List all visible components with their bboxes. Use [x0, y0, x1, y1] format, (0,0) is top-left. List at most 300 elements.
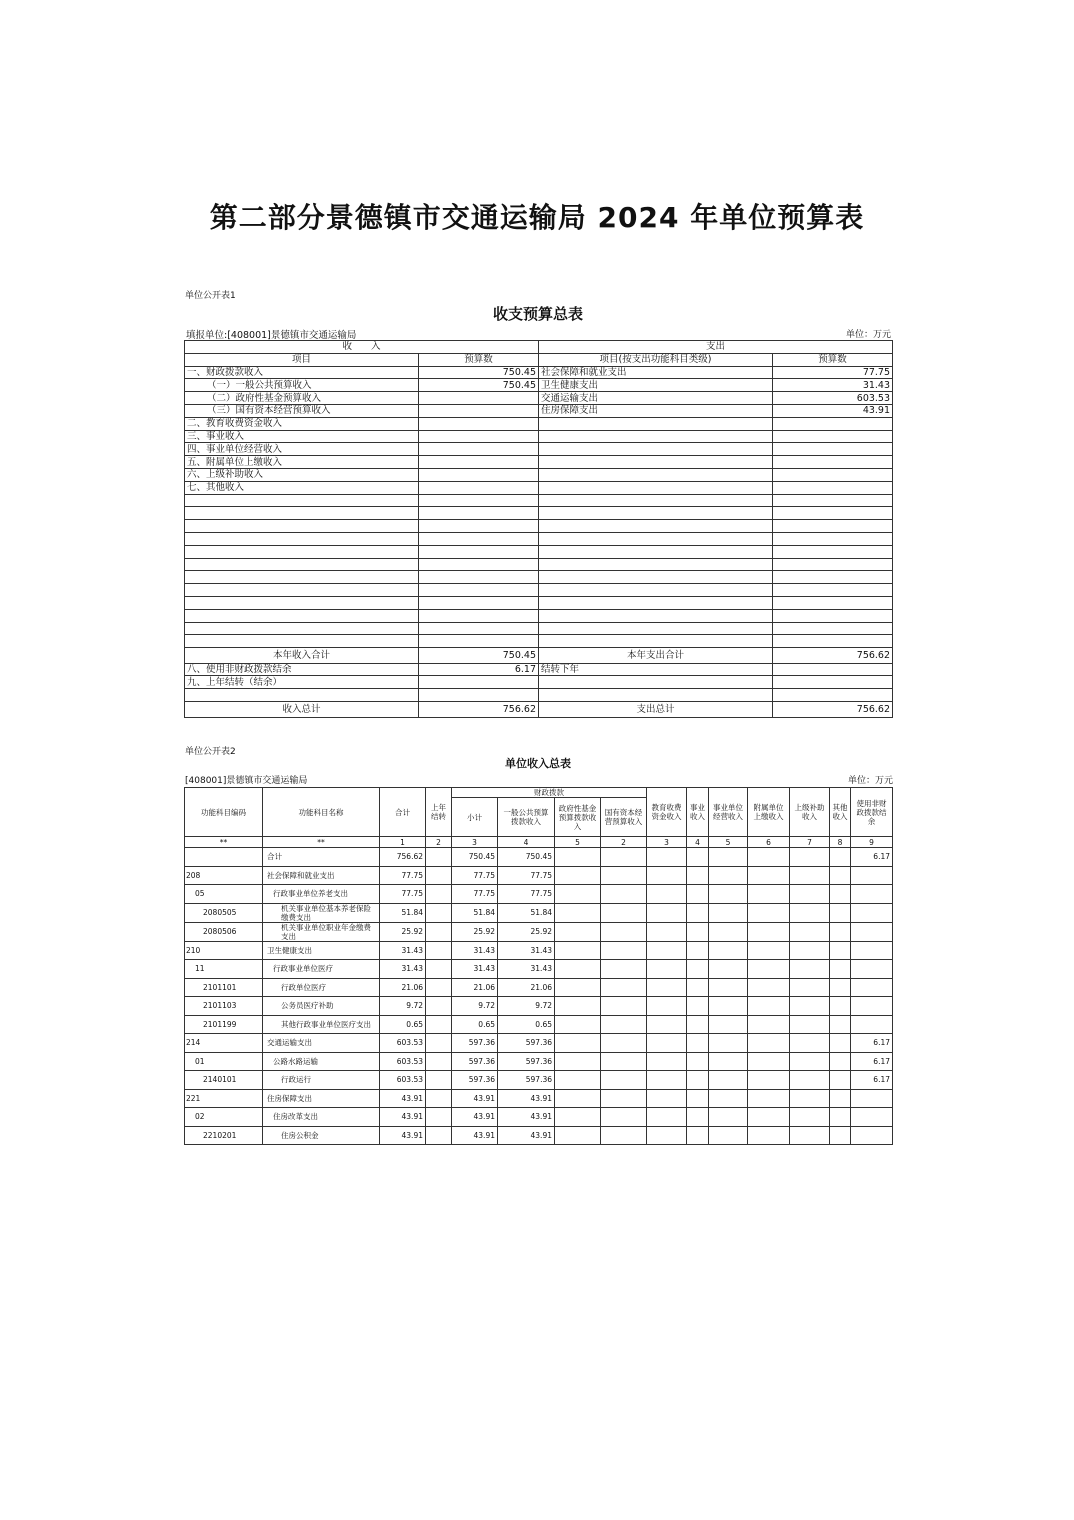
prev-carry-value: [426, 1071, 452, 1090]
function-name: 公路水路运输: [263, 1052, 380, 1071]
table-row: [185, 1015, 893, 1034]
expense-value: 43.91: [773, 404, 893, 417]
total-income-label: 本年收入合计: [185, 648, 419, 664]
fiscal-subtotal-value: 9.72: [452, 997, 498, 1016]
index-cell: 8: [830, 837, 851, 848]
grand-income-label: 收入总计: [185, 702, 419, 718]
gov-fund-value: [555, 1015, 601, 1034]
budget-row: [185, 584, 893, 597]
budget-row: [185, 468, 893, 481]
gov-fund-value: [555, 922, 601, 941]
function-code: 05: [185, 885, 263, 904]
table-row: [185, 978, 893, 997]
budget-summary-table: [184, 340, 893, 718]
income-item: [185, 532, 419, 545]
state-capital-value: [601, 1052, 647, 1071]
index-cell: 5: [709, 837, 748, 848]
function-code: 01: [185, 1052, 263, 1071]
career-biz-value: [709, 941, 748, 960]
career-income-value: [687, 1052, 709, 1071]
gov-fund-value: [555, 1052, 601, 1071]
gov-fund-value: [555, 866, 601, 885]
other-income-value: [830, 978, 851, 997]
function-name: 其他行政事业单位医疗支出: [263, 1015, 380, 1034]
fiscal-subtotal-value: 77.75: [452, 885, 498, 904]
function-name: 社会保障和就业支出: [263, 866, 380, 885]
other-income-value: [830, 922, 851, 941]
function-name: 行政事业单位医疗: [263, 960, 380, 979]
fiscal-subtotal-value: 31.43: [452, 960, 498, 979]
affiliated-value: [748, 978, 790, 997]
table-row: [185, 885, 893, 904]
table1-unit: 单位：万元: [846, 330, 892, 340]
expense-header: 支出: [539, 341, 893, 354]
function-code: 214: [185, 1034, 263, 1053]
affiliated-value: [748, 922, 790, 941]
other-income-value: [830, 1071, 851, 1090]
income-value: [419, 545, 539, 558]
state-capital-value: [601, 1108, 647, 1127]
index-cell: 2: [426, 837, 452, 848]
income-item: （一）一般公共预算收入: [185, 379, 419, 392]
income-value: [419, 609, 539, 622]
function-name: 住房公积金: [263, 1126, 380, 1145]
income-item: [185, 596, 419, 609]
state-capital-value: [601, 922, 647, 941]
total-value: 43.91: [380, 1108, 426, 1127]
general-budget-value: 597.36: [498, 1034, 555, 1053]
income-item: [185, 584, 419, 597]
index-cell: **: [263, 837, 380, 848]
affiliated-value: [748, 1052, 790, 1071]
income-item: 六、上级补助收入: [185, 468, 419, 481]
gov-fund-value: [555, 1126, 601, 1145]
function-code: 2101101: [185, 978, 263, 997]
career-income-value: [687, 885, 709, 904]
edu-fee-value: [647, 866, 687, 885]
career-income-value: [687, 1015, 709, 1034]
superior-subsidy-value: [790, 1052, 830, 1071]
career-biz-value: [709, 866, 748, 885]
career-income-value: [687, 960, 709, 979]
general-budget-value: 31.43: [498, 960, 555, 979]
expense-item: [539, 609, 773, 622]
function-code: 2140101: [185, 1071, 263, 1090]
expense-value: [773, 622, 893, 635]
superior-subsidy-value: [790, 1034, 830, 1053]
affiliated-value: [748, 960, 790, 979]
table1-title: 收支预算总表: [492, 305, 583, 323]
career-biz-value: [709, 1052, 748, 1071]
general-budget-value: 51.84: [498, 903, 555, 922]
fiscal-subtotal-value: 0.65: [452, 1015, 498, 1034]
fiscal-subtotal-value: 750.45: [452, 848, 498, 867]
career-income-value: [687, 1071, 709, 1090]
expense-value: [773, 468, 893, 481]
edu-fee-value: [647, 1126, 687, 1145]
income-item: [185, 609, 419, 622]
superior-subsidy-value: [790, 866, 830, 885]
affiliated-value: [748, 1126, 790, 1145]
budget-row: [185, 520, 893, 533]
income-item: 二、教育收费资金收入: [185, 417, 419, 430]
table2-title: 单位收入总表: [505, 757, 571, 770]
income-item: 五、附属单位上缴收入: [185, 456, 419, 469]
fiscal-subtotal-value: 31.43: [452, 941, 498, 960]
budget-row: [185, 494, 893, 507]
nonfiscal-balance-value: [851, 1108, 893, 1127]
prev-carry-value: [426, 922, 452, 941]
income-value: [419, 558, 539, 571]
function-code: 210: [185, 941, 263, 960]
income-value: [419, 520, 539, 533]
budget-row: [185, 545, 893, 558]
expense-value: [773, 494, 893, 507]
index-cell: 3: [647, 837, 687, 848]
income-value: [419, 571, 539, 584]
index-cell: 5: [555, 837, 601, 848]
career-income-value: [687, 903, 709, 922]
general-budget-value: 750.45: [498, 848, 555, 867]
total-value: 756.62: [380, 848, 426, 867]
income-value: [419, 443, 539, 456]
grand-expense-label: 支出总计: [539, 702, 773, 718]
budget-row: [185, 379, 893, 392]
h-other: 其他收入: [830, 788, 851, 837]
table-row: [185, 997, 893, 1016]
affiliated-value: [748, 885, 790, 904]
general-budget-value: 597.36: [498, 1052, 555, 1071]
income-item: 三、事业收入: [185, 430, 419, 443]
total-value: 603.53: [380, 1071, 426, 1090]
general-budget-value: 43.91: [498, 1108, 555, 1127]
career-income-value: [687, 1126, 709, 1145]
carry-forward-value: [773, 663, 893, 676]
table-row: [185, 1052, 893, 1071]
nonfiscal-balance-value: 6.17: [419, 663, 539, 676]
total-value: 31.43: [380, 960, 426, 979]
income-value: 750.45: [419, 379, 539, 392]
function-code: 208: [185, 866, 263, 885]
expense-item: [539, 520, 773, 533]
budget-row: [185, 622, 893, 635]
function-code: 2101199: [185, 1015, 263, 1034]
total-value: 31.43: [380, 941, 426, 960]
career-income-value: [687, 1089, 709, 1108]
expense-value: 77.75: [773, 366, 893, 379]
budget-row: [185, 635, 893, 648]
budget-row: [185, 507, 893, 520]
function-name: 行政运行: [263, 1071, 380, 1090]
income-value: 750.45: [419, 366, 539, 379]
h-gov-fund: 政府性基金预算拨款收入: [555, 798, 601, 837]
income-item: 四、事业单位经营收入: [185, 443, 419, 456]
expense-item: [539, 622, 773, 635]
expense-item: [539, 443, 773, 456]
nonfiscal-balance-value: 6.17: [851, 848, 893, 867]
expense-value: [773, 635, 893, 648]
total-expense-value: 756.62: [773, 648, 893, 664]
grand-expense-value: 756.62: [773, 702, 893, 718]
function-name: 卫生健康支出: [263, 941, 380, 960]
income-item: （三）国有资本经营预算收入: [185, 404, 419, 417]
expense-item: [539, 468, 773, 481]
state-capital-value: [601, 848, 647, 867]
total-value: 0.65: [380, 1015, 426, 1034]
prev-carry-value: [426, 1108, 452, 1127]
general-budget-value: 9.72: [498, 997, 555, 1016]
gov-fund-value: [555, 903, 601, 922]
function-name: 机关事业单位基本养老保险缴费支出: [263, 903, 380, 922]
nonfiscal-balance-value: [851, 1126, 893, 1145]
superior-subsidy-value: [790, 885, 830, 904]
career-biz-value: [709, 978, 748, 997]
nonfiscal-balance-value: [851, 960, 893, 979]
edu-fee-value: [647, 978, 687, 997]
superior-subsidy-value: [790, 1108, 830, 1127]
affiliated-value: [748, 866, 790, 885]
carry-forward-label: 结转下年: [539, 663, 773, 676]
table2-tag: 单位公开表2: [185, 747, 236, 757]
function-code: 221: [185, 1089, 263, 1108]
income-item: 七、其他收入: [185, 481, 419, 494]
function-name: 机关事业单位职业年金缴费支出: [263, 922, 380, 941]
index-cell: 7: [790, 837, 830, 848]
total-value: 43.91: [380, 1126, 426, 1145]
total-value: 77.75: [380, 885, 426, 904]
career-biz-value: [709, 1034, 748, 1053]
function-name: 交通运输支出: [263, 1034, 380, 1053]
gov-fund-value: [555, 1108, 601, 1127]
other-income-value: [830, 960, 851, 979]
state-capital-value: [601, 941, 647, 960]
budget-row: [185, 532, 893, 545]
prev-carry-value: [426, 848, 452, 867]
index-cell: 3: [452, 837, 498, 848]
general-budget-value: 31.43: [498, 941, 555, 960]
table2-unit: 单位：万元: [848, 776, 894, 786]
expense-value: [773, 520, 893, 533]
career-biz-value: [709, 922, 748, 941]
edu-fee-value: [647, 1071, 687, 1090]
state-capital-value: [601, 960, 647, 979]
budget-row: [185, 558, 893, 571]
function-code: 02: [185, 1108, 263, 1127]
fiscal-subtotal-value: 51.84: [452, 903, 498, 922]
prev-carry-value: [426, 885, 452, 904]
index-cell: **: [185, 837, 263, 848]
fiscal-subtotal-value: 43.91: [452, 1108, 498, 1127]
expense-item: [539, 635, 773, 648]
career-biz-value: [709, 1126, 748, 1145]
superior-subsidy-value: [790, 1071, 830, 1090]
other-income-value: [830, 885, 851, 904]
nonfiscal-balance-value: [851, 997, 893, 1016]
general-budget-value: 597.36: [498, 1071, 555, 1090]
state-capital-value: [601, 1089, 647, 1108]
income-item: [185, 507, 419, 520]
nonfiscal-balance-value: [851, 922, 893, 941]
other-income-value: [830, 1126, 851, 1145]
career-biz-value: [709, 903, 748, 922]
general-budget-value: 77.75: [498, 866, 555, 885]
function-name: 行政单位医疗: [263, 978, 380, 997]
page-title: 第二部分景德镇市交通运输局 2024 年单位预算表: [209, 201, 865, 234]
prev-carry-value: [426, 997, 452, 1016]
nonfiscal-balance-label: 八、使用非财政拨款结余: [185, 663, 419, 676]
total-value: 43.91: [380, 1089, 426, 1108]
other-income-value: [830, 848, 851, 867]
function-name: 行政事业单位养老支出: [263, 885, 380, 904]
h-superior: 上级补助收入: [790, 788, 830, 837]
nonfiscal-balance-value: 6.17: [851, 1052, 893, 1071]
income-item: 一、财政拨款收入: [185, 366, 419, 379]
affiliated-value: [748, 1015, 790, 1034]
general-budget-value: 25.92: [498, 922, 555, 941]
expense-item: [539, 494, 773, 507]
edu-fee-value: [647, 903, 687, 922]
expense-value: [773, 545, 893, 558]
gov-fund-value: [555, 978, 601, 997]
career-income-value: [687, 1108, 709, 1127]
h-career: 事业收入: [687, 788, 709, 837]
expense-item: [539, 430, 773, 443]
nonfiscal-balance-value: [851, 941, 893, 960]
total-value: 21.06: [380, 978, 426, 997]
expense-value: [773, 532, 893, 545]
prev-carry-value: [426, 941, 452, 960]
income-item: [185, 622, 419, 635]
h-subtotal: 小计: [452, 798, 498, 837]
budget-row: [185, 443, 893, 456]
h-general: 一般公共预算拨款收入: [498, 798, 555, 837]
career-income-value: [687, 922, 709, 941]
h-name: 功能科目名称: [263, 788, 380, 837]
nonfiscal-balance-value: [851, 866, 893, 885]
affiliated-value: [748, 997, 790, 1016]
career-income-value: [687, 866, 709, 885]
fiscal-subtotal-value: 597.36: [452, 1034, 498, 1053]
nonfiscal-balance-value: [851, 885, 893, 904]
expense-item: [539, 545, 773, 558]
edu-fee-value: [647, 997, 687, 1016]
expense-item: [539, 596, 773, 609]
total-value: 51.84: [380, 903, 426, 922]
h-edu: 教育收费资金收入: [647, 788, 687, 837]
expense-item: [539, 481, 773, 494]
edu-fee-value: [647, 941, 687, 960]
expense-value: 603.53: [773, 392, 893, 405]
career-biz-value: [709, 960, 748, 979]
prev-carry-value: [426, 960, 452, 979]
edu-fee-value: [647, 848, 687, 867]
expense-item: 住房保障支出: [539, 404, 773, 417]
gov-fund-value: [555, 1071, 601, 1090]
nonfiscal-balance-value: [851, 903, 893, 922]
edu-fee-value: [647, 960, 687, 979]
general-budget-value: 21.06: [498, 978, 555, 997]
budget-row: [185, 456, 893, 469]
prev-carry-value: [426, 903, 452, 922]
budget-row: [185, 417, 893, 430]
fiscal-subtotal-value: 77.75: [452, 866, 498, 885]
career-biz-value: [709, 1015, 748, 1034]
expense-value: [773, 456, 893, 469]
prev-carry-value: [426, 1052, 452, 1071]
income-value: [419, 417, 539, 430]
gov-fund-value: [555, 848, 601, 867]
expense-value: [773, 571, 893, 584]
edu-fee-value: [647, 1034, 687, 1053]
budget-row: [185, 609, 893, 622]
function-name: 合计: [263, 848, 380, 867]
superior-subsidy-value: [790, 941, 830, 960]
col-exp-budget-header: 预算数: [773, 353, 893, 366]
index-cell: 4: [687, 837, 709, 848]
general-budget-value: 43.91: [498, 1089, 555, 1108]
superior-subsidy-value: [790, 1126, 830, 1145]
table-row: [185, 903, 893, 922]
col-budget-header: 预算数: [419, 353, 539, 366]
nonfiscal-balance-value: [851, 1089, 893, 1108]
state-capital-value: [601, 978, 647, 997]
gov-fund-value: [555, 885, 601, 904]
budget-row: [185, 430, 893, 443]
h-career-biz: 事业单位经营收入: [709, 788, 748, 837]
prev-carry-value: [426, 1126, 452, 1145]
income-value: [419, 532, 539, 545]
superior-subsidy-value: [790, 848, 830, 867]
superior-subsidy-value: [790, 903, 830, 922]
expense-value: 31.43: [773, 379, 893, 392]
state-capital-value: [601, 903, 647, 922]
budget-row: [185, 481, 893, 494]
edu-fee-value: [647, 1015, 687, 1034]
gov-fund-value: [555, 960, 601, 979]
affiliated-value: [748, 1108, 790, 1127]
general-budget-value: 77.75: [498, 885, 555, 904]
prev-carry-value: [426, 978, 452, 997]
expense-value: [773, 584, 893, 597]
function-name: 住房改革支出: [263, 1108, 380, 1127]
income-item: [185, 520, 419, 533]
income-value: [419, 430, 539, 443]
expense-item: [539, 558, 773, 571]
edu-fee-value: [647, 922, 687, 941]
affiliated-value: [748, 1089, 790, 1108]
other-income-value: [830, 1108, 851, 1127]
h-state-capital: 国有资本经营预算收入: [601, 798, 647, 837]
career-biz-value: [709, 1089, 748, 1108]
superior-subsidy-value: [790, 978, 830, 997]
income-item: [185, 494, 419, 507]
table-row: [185, 848, 893, 867]
fiscal-subtotal-value: 21.06: [452, 978, 498, 997]
income-value: [419, 494, 539, 507]
gov-fund-value: [555, 1089, 601, 1108]
general-budget-value: 0.65: [498, 1015, 555, 1034]
affiliated-value: [748, 903, 790, 922]
prev-carry-value: [426, 866, 452, 885]
income-item: （二）政府性基金预算收入: [185, 392, 419, 405]
state-capital-value: [601, 885, 647, 904]
expense-value: [773, 481, 893, 494]
budget-row: [185, 404, 893, 417]
index-cell: 9: [851, 837, 893, 848]
expense-value: [773, 609, 893, 622]
grand-income-value: 756.62: [419, 702, 539, 718]
table-row: [185, 1034, 893, 1053]
